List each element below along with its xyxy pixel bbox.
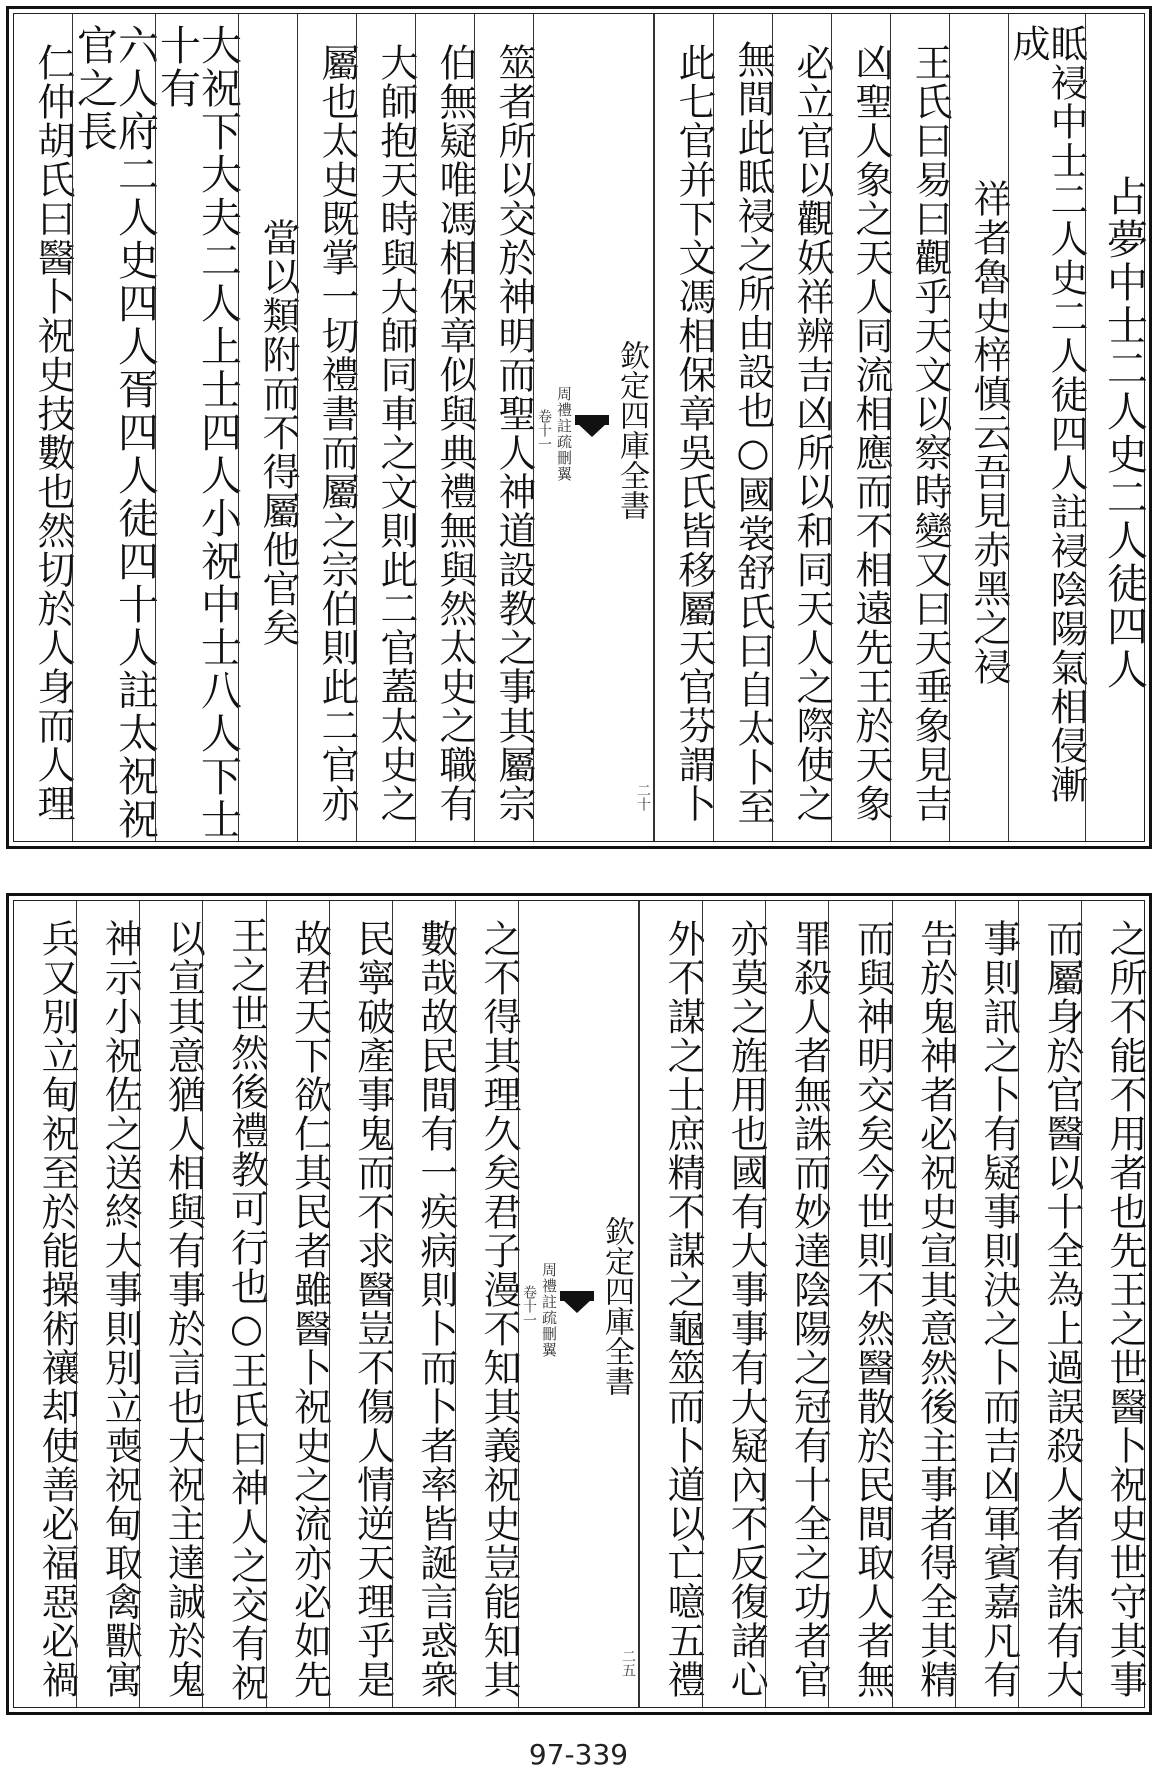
text-column xyxy=(70,14,159,841)
commentary-column xyxy=(949,14,1011,841)
column-text: 罪殺人者無誅而妙達陰陽之冠有十全之功者官 xyxy=(787,919,832,1699)
commentary-column xyxy=(392,901,458,1707)
column-text: 祥者魯史梓慎云吾見赤黑之祲 xyxy=(967,179,1011,686)
leaf-number: 二十 xyxy=(635,783,651,811)
commentary-column xyxy=(329,901,395,1707)
book-title: 周禮註疏刪翼 xyxy=(540,1262,558,1358)
page-top xyxy=(6,6,1152,849)
column-text: 外不謀之士庶精不謀之龜筮而卜道以亡噫五禮 xyxy=(661,919,706,1699)
column-text: 伯無疑唯馮相保章似與典禮無與然太史之職有 xyxy=(433,42,477,823)
commentary-column xyxy=(639,901,706,1707)
column-text: 王之世然後禮教可行也○王氏曰神人之交有祝 xyxy=(224,916,269,1702)
commentary-column xyxy=(455,901,521,1707)
column-text: 而與神明交矣今世則不然醫散於民間取人者無 xyxy=(850,919,895,1699)
column-text: 之所不能不用者也先王之世醫卜祝史世守其事 xyxy=(1103,919,1147,1699)
commentary-column xyxy=(1006,14,1088,841)
column-grid-top xyxy=(13,13,1148,842)
column-text: 以宣其意猶人相與有事於言也大祝主達誠於鬼 xyxy=(161,919,206,1699)
column-text: 當以類附而不得屬他官矣 xyxy=(256,218,300,647)
leaf-number: 二五 xyxy=(620,1649,636,1677)
column-text: 而屬身於官醫以十全為上過誤殺人者有誅有大 xyxy=(1039,919,1084,1699)
column-text: 大祝下大夫二人上士四人小祝中士八人下士十有 xyxy=(153,24,242,841)
commentary-column xyxy=(955,901,1021,1707)
commentary-column xyxy=(831,14,893,841)
column-text: 六人府二人史四人胥四人徒四十人註太祝祝官之長 xyxy=(70,24,159,841)
center-margin-column xyxy=(518,901,639,1707)
book-title: 周禮註疏刪翼 xyxy=(555,385,573,482)
commentary-column xyxy=(14,901,80,1707)
commentary-column xyxy=(238,14,300,841)
page-bottom xyxy=(6,893,1152,1715)
commentary-column xyxy=(765,901,832,1707)
commentary-column xyxy=(772,14,834,841)
commentary-column xyxy=(356,14,418,841)
column-text: 仁仲胡氏曰醫卜祝史技數也然切於人身而人理 xyxy=(31,42,75,823)
column-text: 神示小祝佐之送終大事則別立喪祝甸取禽獸寓 xyxy=(98,919,143,1699)
commentary-column xyxy=(1081,901,1147,1707)
column-text: 王氏曰易曰觀乎天文以察時變又曰天垂象見吉 xyxy=(908,42,952,823)
column-text: 凶聖人象之天人同流相應而不相遠先王於天象 xyxy=(849,42,893,823)
commentary-column xyxy=(654,14,716,841)
commentary-column xyxy=(474,14,536,841)
fish-tail-mark-icon xyxy=(560,1291,594,1321)
column-text: 數哉故民間有一疾病則卜而卜者率皆誕言惑衆 xyxy=(413,919,458,1699)
commentary-column xyxy=(702,901,769,1707)
column-text: 占夢中士二人史二人徒四人 xyxy=(1100,174,1148,691)
commentary-column xyxy=(415,14,477,841)
text-column xyxy=(1085,14,1148,841)
text-column xyxy=(153,14,242,841)
column-text: 之不得其理久矣君子漫不知其義祝史豈能知其 xyxy=(477,919,521,1699)
column-text: 無間此眡祲之所由設也○國裳舒氏曰自太卜至 xyxy=(731,39,775,826)
column-text: 眡祲中士二人史二人徒四人註祲陰陽氣相侵漸成 xyxy=(1006,24,1088,804)
commentary-column xyxy=(14,14,75,841)
commentary-column xyxy=(76,901,143,1707)
collection-title: 欽定四庫全書 xyxy=(599,1216,634,1396)
commentary-column xyxy=(202,901,269,1707)
commentary-column xyxy=(139,901,206,1707)
fish-tail-mark-icon xyxy=(575,415,609,445)
commentary-column xyxy=(1018,901,1084,1707)
page-number: 97-339 xyxy=(528,1738,629,1771)
commentary-column xyxy=(828,901,895,1707)
commentary-column xyxy=(297,14,359,841)
commentary-column xyxy=(892,901,958,1707)
center-margin-column xyxy=(533,14,654,841)
column-text: 民寧破產事鬼而不求醫豈不傷人情逆天理乎是 xyxy=(350,919,395,1699)
volume-label: 卷十一 xyxy=(521,1285,537,1327)
column-text: 告於鬼神者必祝史宣其意然後主事者得全其精 xyxy=(913,919,958,1699)
column-text: 大師抱天時與大師同車之文則此二官蓋太史之 xyxy=(374,42,418,823)
column-text: 筮者所以交於神明而聖人神道設教之事其屬宗 xyxy=(492,42,536,823)
column-text: 屬也太史既掌一切禮書而屬之宗伯則此二官亦 xyxy=(315,42,359,823)
column-text: 兵又別立甸祝至於能操術禳却使善必福惡必禍 xyxy=(35,919,80,1699)
column-text: 事則訊之卜有疑事則決之卜而吉凶軍賓嘉凡有 xyxy=(976,919,1021,1699)
column-text: 必立官以觀妖祥辨吉凶所以和同天人之際使之 xyxy=(790,42,834,823)
column-grid-bottom xyxy=(13,900,1145,1708)
commentary-column xyxy=(266,901,332,1707)
column-text: 此七官并下文馮相保章吳氏皆移屬天官芬謂卜 xyxy=(672,42,716,823)
collection-title: 欽定四庫全書 xyxy=(614,339,649,520)
volume-label: 卷十一 xyxy=(536,408,552,451)
commentary-column xyxy=(890,14,952,841)
column-text: 亦莫之旌用也國有大事事有大疑內不反復諸心 xyxy=(724,919,769,1699)
column-text: 故君天下欲仁其民者雖醫卜祝史之流亦必如先 xyxy=(287,919,332,1699)
commentary-column xyxy=(713,14,775,841)
